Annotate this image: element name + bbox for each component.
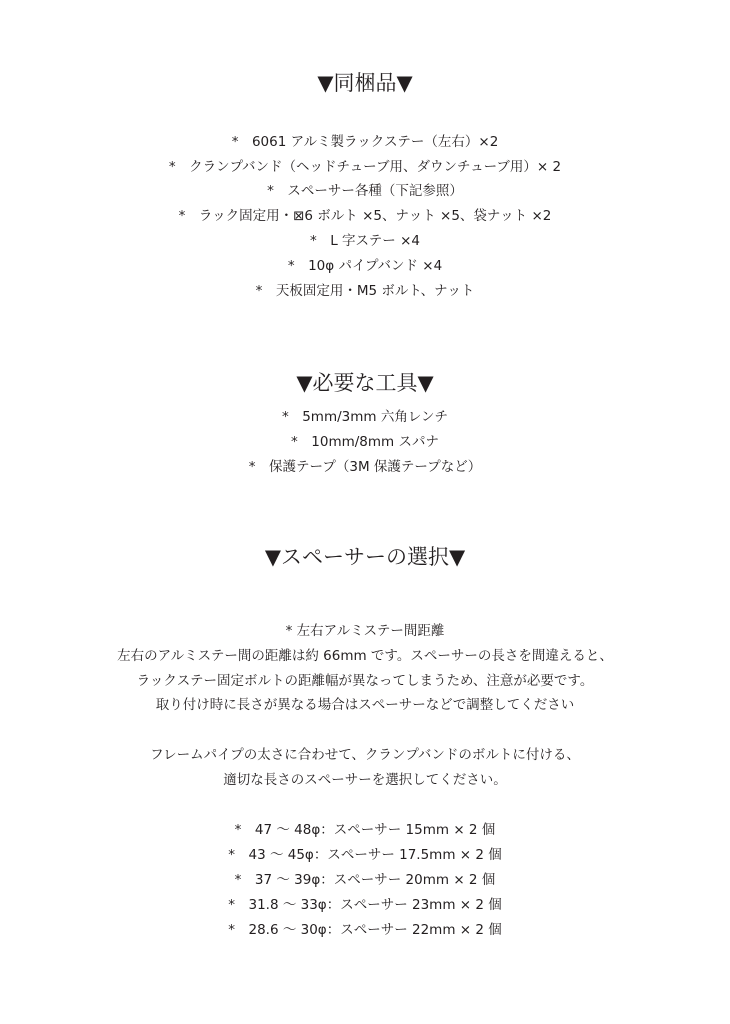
spacer-note-title: * 左右アルミステー間距離	[285, 623, 445, 639]
spacer-note-line: ラックステー固定ボルトの距離幅が異なってしまうため、注意が必要です。	[136, 673, 594, 689]
contents-item: * 天板固定用・M5 ボルト、ナット	[255, 283, 475, 299]
contents-heading: ▼同梱品▼	[317, 71, 413, 95]
spacer-note-line: 左右のアルミステー間の距離は約 66mm です。スペーサーの長さを間違えると、	[117, 648, 613, 664]
spacer-option: * 43 ～ 45φ：スペーサー 17.5mm × 2 個	[228, 847, 502, 863]
spacer-heading: ▼スペーサーの選択▼	[264, 545, 466, 569]
tools-item: * 保護テープ（3M 保護テープなど）	[248, 459, 482, 475]
spacer-option: * 31.8 ～ 33φ：スペーサー 23mm × 2 個	[228, 897, 502, 913]
contents-item: * 10φ パイプバンド ×4	[287, 258, 443, 274]
spacer-select-line: フレームパイプの太さに合わせて、クランプバンドのボルトに付ける、	[150, 747, 580, 763]
tools-heading: ▼必要な工具▼	[296, 371, 434, 395]
contents-item: * クランプバンド（ヘッドチューブ用、ダウンチューブ用）× 2	[168, 159, 562, 175]
tools-item: * 5mm/3mm 六角レンチ	[281, 409, 449, 425]
spacer-note-line: 取り付け時に長さが異なる場合はスペーサーなどで調整してください	[155, 697, 575, 713]
spacer-select-line: 適切な長さのスペーサーを選択してください。	[223, 772, 507, 788]
tools-item: * 10mm/8mm スパナ	[291, 434, 439, 450]
contents-item: * ラック固定用・⊠6 ボルト ×5、ナット ×5、袋ナット ×2	[178, 208, 552, 224]
spacer-option: * 28.6 ～ 30φ：スペーサー 22mm × 2 個	[228, 922, 502, 938]
contents-item: * L 字ステー ×4	[310, 233, 420, 249]
contents-item: * スペーサー各種（下記参照）	[267, 183, 463, 199]
spacer-option: * 37 ～ 39φ：スペーサー 20mm × 2 個	[234, 872, 496, 888]
contents-item: * 6061 アルミ製ラックステー（左右）×2	[231, 134, 499, 150]
spacer-option: * 47 ～ 48φ：スペーサー 15mm × 2 個	[234, 822, 496, 838]
